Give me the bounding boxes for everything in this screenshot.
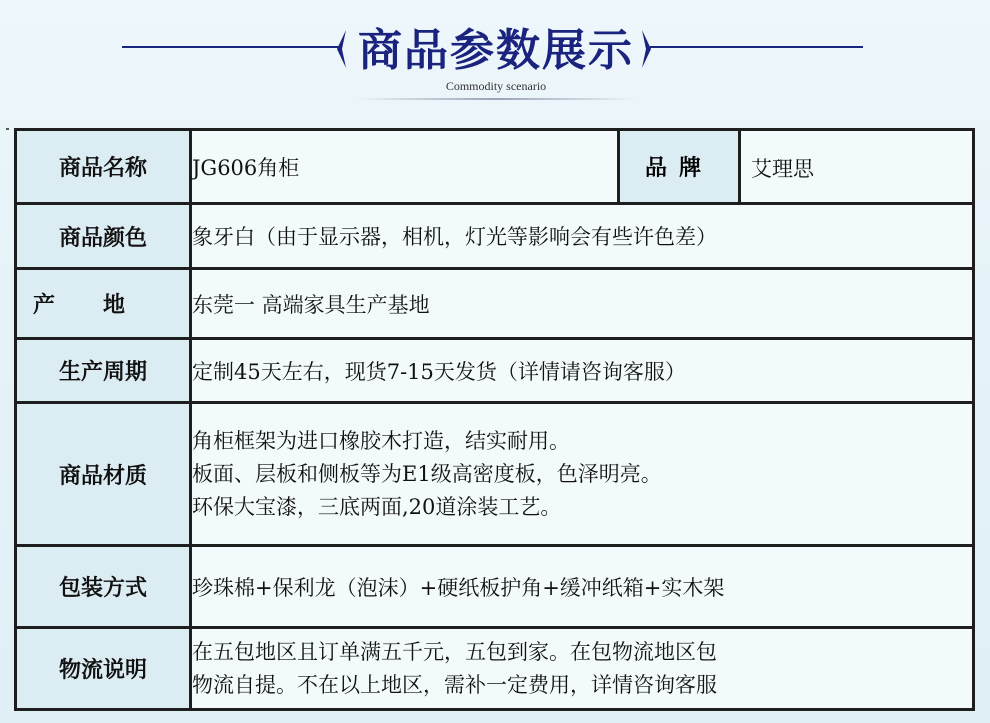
name-label: 商品名称	[16, 130, 191, 204]
period-value: 定制45天左右，现货7-15天发货（详情请咨询客服）	[191, 339, 974, 403]
logistics-label: 物流说明	[16, 628, 191, 710]
period-label: 生产周期	[16, 339, 191, 403]
decorative-dot	[6, 128, 9, 130]
spec-table	[14, 128, 975, 711]
header-rule-left	[122, 46, 340, 48]
packing-label: 包装方式	[16, 546, 191, 628]
logistics-line: 在五包地区且订单满五千元，五包到家。在包物流地区包	[192, 639, 717, 664]
color-label: 商品颜色	[16, 204, 191, 269]
row-origin	[16, 269, 974, 339]
page-header	[0, 0, 990, 110]
material-line: 角柜框架为进口橡胶木打造，结实耐用。	[192, 428, 570, 453]
name-value: JG606角柜	[191, 130, 619, 204]
origin-label	[16, 269, 191, 339]
header-rule-right	[650, 46, 863, 48]
color-value: 象牙白（由于显示器，相机，灯光等影响会有些许色差）	[191, 204, 974, 269]
bracket-right-icon	[640, 30, 654, 68]
row-period	[16, 339, 974, 403]
material-line: 环保大宝漆，三底两面,20道涂装工艺。	[192, 494, 562, 519]
origin-value: 东莞一 高端家具生产基地	[191, 269, 974, 339]
material-label: 商品材质	[16, 403, 191, 546]
row-name	[16, 130, 974, 204]
brand-label: 品牌	[619, 130, 740, 204]
title-underline	[355, 98, 637, 100]
material-value	[191, 403, 974, 546]
origin-label-text: 产地	[32, 292, 173, 318]
page-title: 商品参数展示	[358, 25, 634, 76]
logistics-line: 物流自提。不在以上地区，需补一定费用，详情咨询客服	[192, 672, 717, 697]
material-line: 板面、层板和侧板等为E1级高密度板，色泽明亮。	[192, 461, 662, 486]
row-color	[16, 204, 974, 269]
row-material	[16, 403, 974, 546]
bracket-left-icon	[334, 30, 348, 68]
packing-value: 珍珠棉+保利龙（泡沫）+硬纸板护角+缓冲纸箱+实木架	[191, 546, 974, 628]
logistics-value	[191, 628, 974, 710]
page-subtitle: Commodity scenario	[445, 79, 547, 93]
row-packing	[16, 546, 974, 628]
brand-value: 艾理思	[740, 130, 974, 204]
row-logistics	[16, 628, 974, 710]
